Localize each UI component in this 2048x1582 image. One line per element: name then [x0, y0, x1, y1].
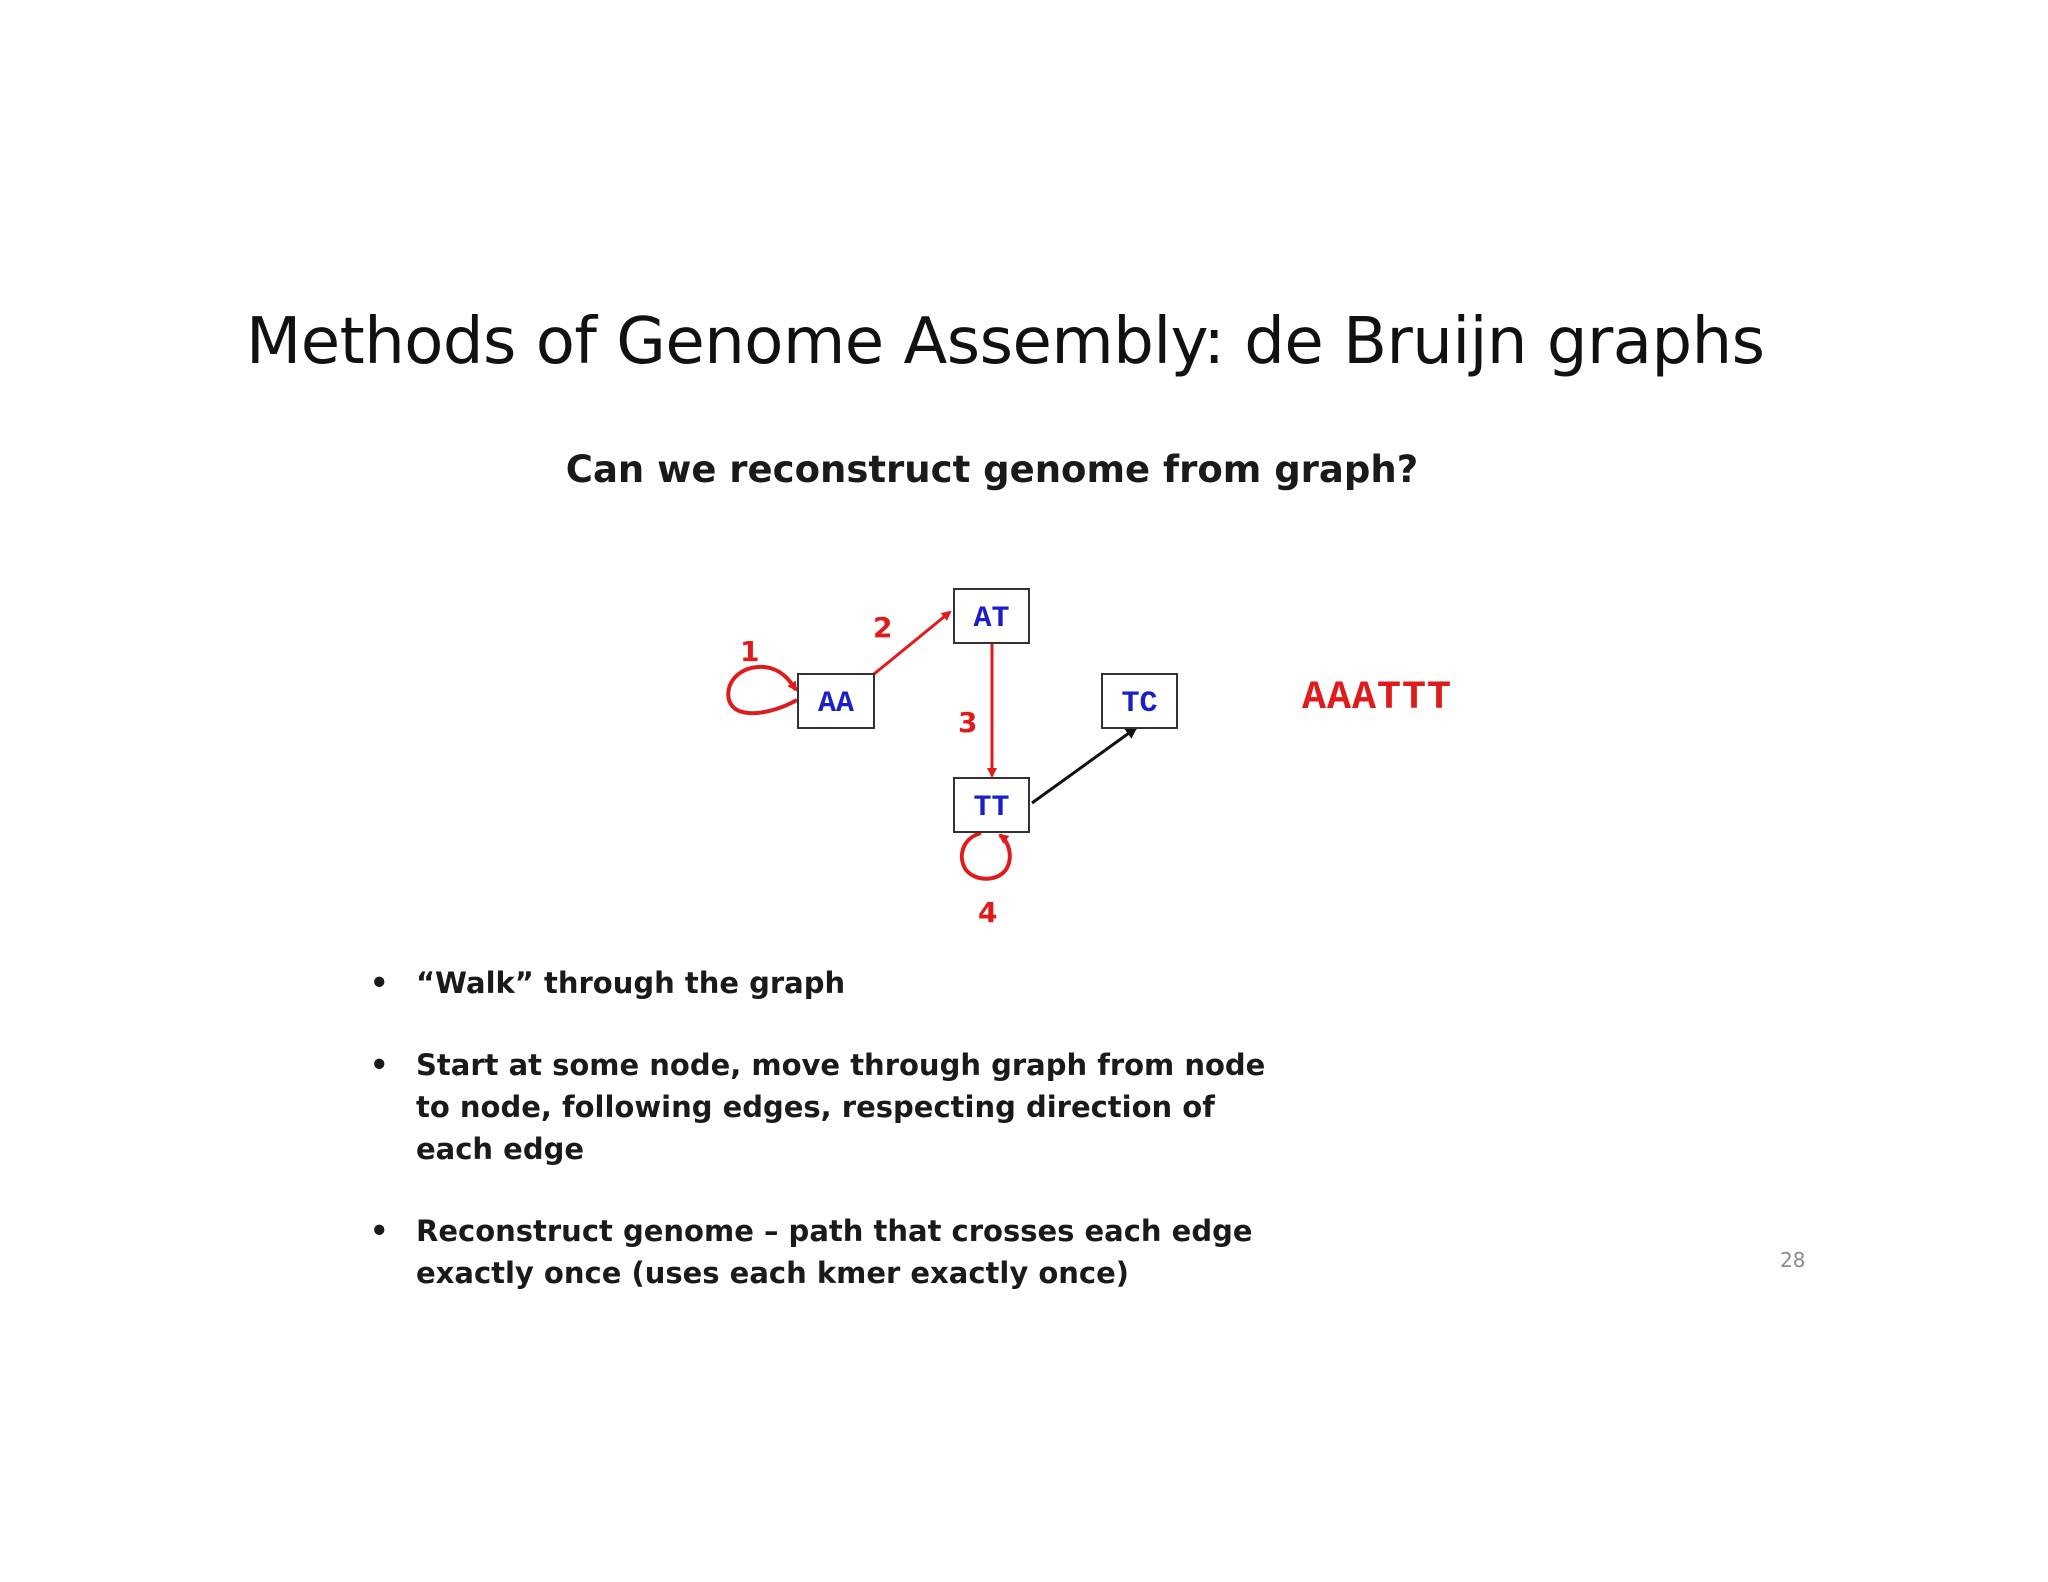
step-label-2: 2 [873, 611, 893, 644]
bullet-list [370, 962, 1270, 1334]
step-label-1: 1 [740, 635, 760, 668]
node-tt [954, 778, 1029, 832]
node-tc [1102, 674, 1177, 728]
bullet-text: Start at some node, move through graph from node to node, following edges, respecting direction of each edge [416, 1048, 1266, 1166]
node-aa-label: AA [817, 687, 855, 721]
edge-aa-aa-loop [728, 667, 797, 713]
step-label-4: 4 [978, 896, 998, 929]
reconstructed-genome: AAATTT [1302, 676, 1453, 721]
edge-tt-tc [1032, 728, 1136, 803]
bullet-text: Reconstruct genome – path that crosses each edge exactly once (uses each kmer exactly once) [416, 1214, 1253, 1290]
bullet-item [370, 1044, 1270, 1170]
node-tt-label: TT [973, 791, 1010, 825]
step-label-3: 3 [958, 706, 978, 739]
node-tc-label: TC [1121, 687, 1158, 721]
page-number: 28 [1780, 1248, 1806, 1272]
bullet-dot: • [370, 966, 389, 1000]
bullet-dot: • [370, 1048, 389, 1082]
bullet-item [370, 962, 1270, 1004]
slide-title: Methods of Genome Assembly: de Bruijn graphs [246, 305, 1765, 379]
edge-tt-tt-loop [962, 833, 1010, 879]
bullet-text: “Walk” through the graph [416, 966, 846, 1000]
node-at [954, 589, 1029, 643]
node-aa [798, 674, 874, 728]
slide-subtitle: Can we reconstruct genome from graph? [565, 448, 1419, 491]
node-at-label: AT [973, 602, 1010, 636]
bullet-item [370, 1210, 1270, 1294]
bullet-dot: • [370, 1214, 389, 1248]
